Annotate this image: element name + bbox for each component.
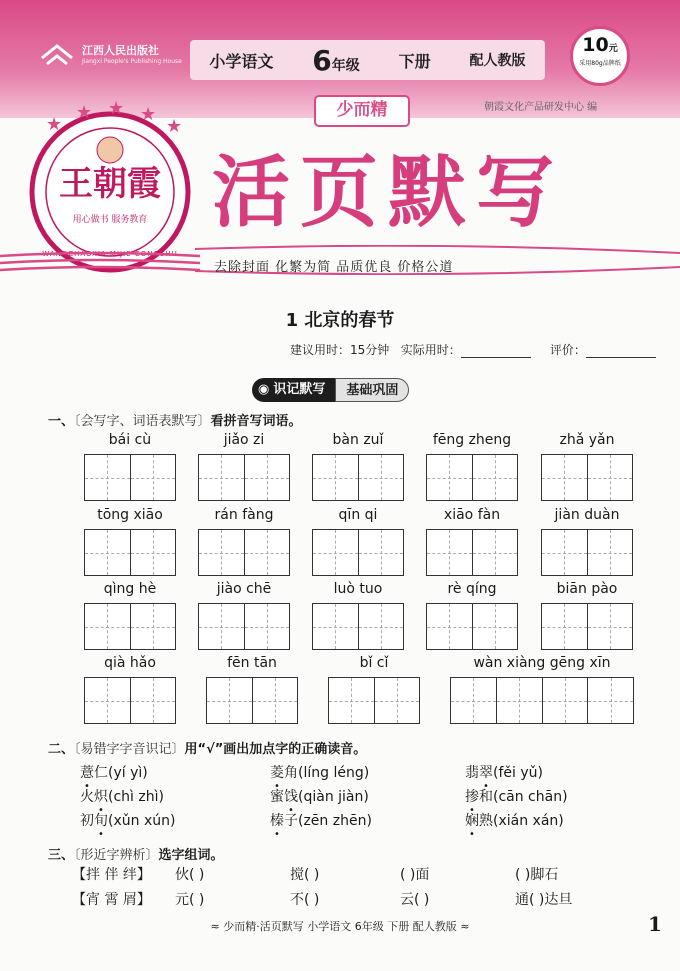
pinyin-options[interactable]: (zēn zhēn) <box>298 813 372 829</box>
pronunciation-item[interactable] <box>270 786 369 806</box>
word-part: 熟 <box>479 813 493 829</box>
subtitle-tag: 少而精 <box>314 95 410 127</box>
pinyin-label: luò tuo <box>333 581 383 597</box>
writing-cell[interactable] <box>245 530 290 575</box>
publisher-english-name: Jiangxi People's Publishing House <box>82 58 182 65</box>
writing-cell[interactable] <box>588 678 633 723</box>
pronunciation-item[interactable] <box>80 786 164 806</box>
writing-grid-box[interactable] <box>84 529 176 576</box>
writing-cell[interactable] <box>451 678 497 723</box>
svg-text:★: ★ <box>140 104 157 125</box>
score-label: 评价： <box>549 343 586 357</box>
word-part: 仁 <box>94 765 108 781</box>
fill-in-word[interactable]: 搅( ) <box>290 867 320 883</box>
writing-cell[interactable] <box>473 530 518 575</box>
pinyin-label: fēn tān <box>227 655 277 671</box>
writing-cell[interactable] <box>542 455 588 500</box>
pinyin-label: jiàn duàn <box>554 507 620 523</box>
volume: 下册 <box>398 51 431 71</box>
question-number: 三、 <box>48 848 75 863</box>
fill-in-word[interactable]: 云( ) <box>400 892 430 908</box>
question-number: 二、 <box>48 742 75 757</box>
writing-grid-box[interactable] <box>426 454 518 501</box>
dotted-character: 薏 <box>80 765 94 781</box>
writing-cell[interactable] <box>245 604 290 649</box>
pinyin-options[interactable]: (yí yì) <box>108 765 148 781</box>
writing-grid-box[interactable] <box>312 529 404 576</box>
writing-cell[interactable] <box>588 604 633 649</box>
question-tag: 〔易错字字音识记〕 <box>74 742 185 757</box>
writing-cell[interactable] <box>131 604 176 649</box>
writing-grid-box[interactable] <box>198 603 290 650</box>
fill-in-word[interactable]: 伙( ) <box>175 867 205 883</box>
writing-cell[interactable] <box>375 678 420 723</box>
dotted-character: 炽 <box>94 789 108 805</box>
svg-text:★: ★ <box>166 116 183 137</box>
question-2-heading <box>48 738 366 757</box>
brand-ring-text: WANGZHAOXIA MIJIE CONGSHU <box>42 250 178 258</box>
publisher-logo-icon <box>40 42 74 68</box>
question-tag: 〔会写字、词语表默写〕 <box>74 414 211 429</box>
writing-cell[interactable] <box>85 530 131 575</box>
writing-grid-box[interactable] <box>541 529 633 576</box>
word-part: 蜜 <box>270 789 284 805</box>
fill-in-word[interactable]: ( )面 <box>400 867 430 883</box>
writing-cell[interactable] <box>588 530 633 575</box>
dotted-character: 翠 <box>479 765 493 781</box>
pinyin-options[interactable]: (chì zhì) <box>108 789 164 805</box>
pinyin-label: fēng zheng <box>432 432 512 448</box>
fill-in-word[interactable]: 通( )达旦 <box>515 892 573 908</box>
writing-cell[interactable] <box>131 455 176 500</box>
writing-grid-box[interactable] <box>84 603 176 650</box>
writing-cell[interactable] <box>473 604 518 649</box>
series-subject: 小学语文 <box>209 51 274 71</box>
dotted-character: 菱 <box>270 765 284 781</box>
actual-time-label: 实际用时： <box>400 343 461 357</box>
footer-text: ≈ 少而精·活页默写 小学语文 6年级 下册 配人教版 ≈ <box>210 920 470 933</box>
decorative-stripes-left <box>0 250 200 276</box>
question-3-heading <box>48 844 224 863</box>
writing-cell[interactable] <box>497 678 543 723</box>
brand-name: 王朝霞 <box>59 164 161 204</box>
pronunciation-item[interactable] <box>270 762 369 782</box>
word-part: 子 <box>284 813 298 829</box>
svg-text:★: ★ <box>76 102 93 123</box>
svg-text:★: ★ <box>108 100 125 119</box>
pinyin-label: qīn qi <box>338 507 378 523</box>
writing-cell[interactable] <box>199 604 245 649</box>
banner-consolidate: 基础巩固 <box>335 378 409 402</box>
writing-cell[interactable] <box>245 455 290 500</box>
pinyin-label: jiào chē <box>216 581 272 597</box>
writing-cell[interactable] <box>85 604 131 649</box>
actual-time-field[interactable] <box>461 345 531 358</box>
publisher-name: 江西人民出版社 <box>82 44 159 57</box>
pronunciation-item[interactable] <box>80 810 175 830</box>
pinyin-label: xiāo fàn <box>443 507 501 523</box>
pinyin-label: rè qíng <box>447 581 497 597</box>
pinyin-options[interactable]: (xián xán) <box>493 813 564 829</box>
dotted-character: 榛 <box>270 813 284 829</box>
word-part: 角 <box>284 765 298 781</box>
writing-grid-box[interactable] <box>426 603 518 650</box>
fill-in-word[interactable]: 不( ) <box>290 892 320 908</box>
score-field[interactable] <box>586 345 656 358</box>
writing-grid-box[interactable] <box>84 454 176 501</box>
pinyin-label: jiǎo zi <box>223 432 265 448</box>
slogan: 去除封面 化繁为简 品质优良 价格公道 <box>214 260 454 275</box>
price-note: 采用80g品牌纸 <box>579 60 621 67</box>
edition: 配人教版 <box>469 53 526 69</box>
writing-cell[interactable] <box>588 455 633 500</box>
question-1-heading <box>48 410 302 429</box>
main-title: 活页默写 <box>212 147 565 238</box>
section-banner <box>252 378 409 402</box>
writing-grid-box[interactable] <box>206 677 298 724</box>
writing-cell[interactable] <box>313 530 359 575</box>
writing-grid-box[interactable] <box>198 454 290 501</box>
question-number: 一、 <box>48 414 75 429</box>
pinyin-options[interactable]: (fěi yǔ) <box>493 765 543 781</box>
pinyin-label: bǐ cǐ <box>359 655 389 671</box>
writing-grid-box[interactable] <box>312 603 404 650</box>
writing-grid-box[interactable] <box>450 677 634 724</box>
pinyin-label: qià hǎo <box>104 655 156 671</box>
writing-cell[interactable] <box>85 678 131 723</box>
writing-grid-box[interactable] <box>312 454 404 501</box>
writing-grid-box[interactable] <box>541 454 633 501</box>
pinyin-label: qìng hè <box>103 581 157 597</box>
medal-icon: ◉ <box>258 382 270 397</box>
series-title-box <box>190 40 545 80</box>
question-instruction: 选字组词。 <box>158 848 224 863</box>
writing-cell[interactable] <box>427 604 473 649</box>
pinyin-label: bái cù <box>108 432 152 448</box>
question-instruction: 用“√”画出加点字的正确读音。 <box>184 742 367 757</box>
writing-grid-box[interactable] <box>541 603 633 650</box>
editor-credit: 朝霞文化产品研发中心 编 <box>484 102 598 113</box>
brand-motto: 用心做书 服务教育 <box>72 215 148 225</box>
svg-text:★: ★ <box>46 114 63 135</box>
word-part: 初 <box>80 813 94 829</box>
pinyin-label: zhǎ yǎn <box>559 432 615 448</box>
banner-left-label: 识记默写 <box>273 382 326 397</box>
writing-grid-box[interactable] <box>426 529 518 576</box>
writing-cell[interactable] <box>359 604 404 649</box>
writing-cell[interactable] <box>207 678 253 723</box>
page-number: 1 <box>648 912 662 936</box>
price-value: 10 <box>582 34 609 56</box>
writing-cell[interactable] <box>199 530 245 575</box>
fill-in-word[interactable]: ( )脚石 <box>515 867 559 883</box>
suggested-time: 建议用时：15分钟 <box>290 343 390 357</box>
writing-grid-box[interactable] <box>328 677 420 724</box>
writing-cell[interactable] <box>359 455 404 500</box>
writing-cell[interactable] <box>473 455 518 500</box>
time-info <box>290 341 656 358</box>
writing-cell[interactable] <box>542 604 588 649</box>
banner-memorize <box>252 378 335 402</box>
pinyin-label: rán fàng <box>214 507 274 523</box>
grade-unit: 年级 <box>331 57 360 74</box>
writing-cell[interactable] <box>427 530 473 575</box>
pinyin-label: biān pào <box>556 581 618 597</box>
writing-cell[interactable] <box>543 678 589 723</box>
writing-cell[interactable] <box>313 604 359 649</box>
writing-cell[interactable] <box>427 455 473 500</box>
lesson-title: 1 北京的春节 <box>285 310 395 331</box>
question-instruction: 看拼音写词语。 <box>210 414 302 429</box>
writing-cell[interactable] <box>329 678 375 723</box>
pronunciation-item[interactable] <box>80 762 148 782</box>
pinyin-options[interactable]: (qiàn jiàn) <box>298 789 369 805</box>
fill-in-word[interactable]: 元( ) <box>175 892 205 908</box>
pinyin-label: wàn xiàng gēng xīn <box>473 655 611 671</box>
question-tag: 〔形近字辨析〕 <box>74 848 159 863</box>
dotted-character: 掺 <box>465 789 479 805</box>
pinyin-options[interactable]: (cān chān) <box>493 789 568 805</box>
publisher <box>40 40 190 76</box>
price-badge <box>570 26 630 86</box>
pinyin-options[interactable]: (líng léng) <box>298 765 370 781</box>
writing-cell[interactable] <box>199 455 245 500</box>
pronunciation-item[interactable] <box>465 786 568 806</box>
writing-grid-box[interactable] <box>198 529 290 576</box>
character-group: 【宵 霄 屑】 <box>72 892 151 908</box>
pinyin-label: tōng xiāo <box>97 507 163 523</box>
word-part: 火 <box>80 789 94 805</box>
pronunciation-item[interactable] <box>270 810 372 830</box>
writing-cell[interactable] <box>85 455 131 500</box>
pronunciation-item[interactable] <box>465 762 543 782</box>
writing-cell[interactable] <box>131 678 176 723</box>
dotted-character: 娴 <box>465 813 479 829</box>
writing-cell[interactable] <box>542 530 588 575</box>
pinyin-label: bàn zuǐ <box>332 432 384 448</box>
price-unit: 元 <box>608 44 618 54</box>
writing-cell[interactable] <box>131 530 176 575</box>
dotted-character: 旬 <box>94 813 108 829</box>
grade-number: 6 <box>312 43 332 77</box>
word-part: 和 <box>479 789 493 805</box>
pronunciation-item[interactable] <box>465 810 564 830</box>
pinyin-options[interactable]: (xǔn xún) <box>108 813 176 829</box>
character-group: 【拌 伴 绊】 <box>72 867 151 883</box>
writing-cell[interactable] <box>359 530 404 575</box>
writing-cell[interactable] <box>253 678 298 723</box>
writing-cell[interactable] <box>313 455 359 500</box>
dotted-character: 饯 <box>284 789 298 805</box>
word-part: 翡 <box>465 765 479 781</box>
writing-grid-box[interactable] <box>84 677 176 724</box>
